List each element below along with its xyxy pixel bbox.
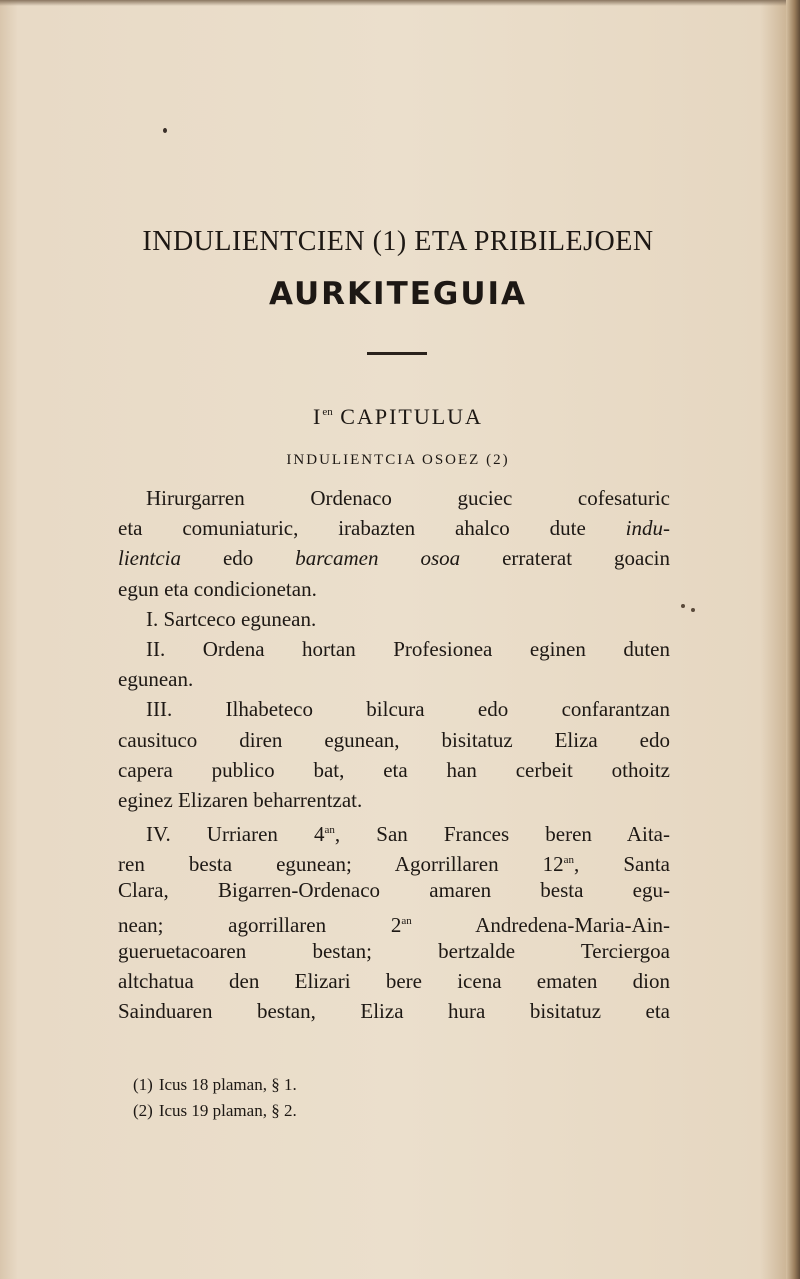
text-line: I. Sartceco egunean. [146,606,317,631]
text-line: gueruetacoaren bestan; bertzalde Terciergoa [118,938,670,963]
footnote-mark: (1) [133,1075,153,1094]
ink-speck [163,128,167,133]
text-line: ren besta egunean; Agorrillaren $12^{an}$, Santa [118,852,670,877]
footnotes [133,1072,303,1124]
text-line: nean; agorrillaren $2^{an}$ Andredena-Maria-Ain- [118,912,671,937]
text-line: II. Ordena hortan Profesionea eginen duten [146,636,670,661]
text-line: III. Ilhabeteco bilcura edo confarantzan [146,697,670,722]
title-divider [367,352,427,355]
text-line: Sainduaren bestan, Eliza hura bisitatuz eta [118,999,670,1024]
footnote-text: Icus 18 plaman, § 1. [158,1075,297,1094]
page-subtitle: AURKITEGUIA [268,276,528,312]
text-line: capera publico bat, eta han cerbeit othoitz [118,757,670,782]
text-line: lientcia edo barcamen osoa erraterat goacin [118,546,670,571]
chapter-heading [118,404,678,430]
chapter-label: CAPITULUA [340,404,483,429]
page-top-edge [0,0,800,6]
ink-speck [681,604,685,608]
footnote [133,1098,303,1124]
chapter-numeral-suffix: en [322,406,333,418]
footnote [133,1072,303,1098]
text-line: Clara, Bigarren-Ordenaco amaren besta egu- [118,878,670,903]
text-line: Hirurgarren Ordenaco guciec cofesaturic [146,486,670,510]
text-line: egunean. [118,667,194,692]
page-title: INDULIENTCIEN (1) ETA PRIBILEJOEN [142,226,654,257]
page-right-edge [786,0,800,1279]
text-line: eta comuniaturic, irabazten ahalco dute indu- [118,516,670,541]
chapter-numeral: I [313,404,323,429]
section-heading: INDULIENTCIA OSOEZ (2) [286,452,510,468]
text-line: altchatua den Elizari bere icena ematen dion [118,969,670,993]
text-line: eginez Elizaren beharrentzat. [118,787,363,812]
text-line: IV. Urriaren $4^{an}$, San Frances beren Aita- [146,822,670,847]
footnote-text: Icus 19 plaman, § 2. [158,1101,297,1120]
footnote-mark: (2) [133,1101,153,1120]
text-line: causituco diren egunean, bisitatuz Eliza edo [118,727,670,752]
body-text [118,483,670,1026]
text-line: egun eta condicionetan. [118,576,317,601]
ink-speck [691,608,695,612]
